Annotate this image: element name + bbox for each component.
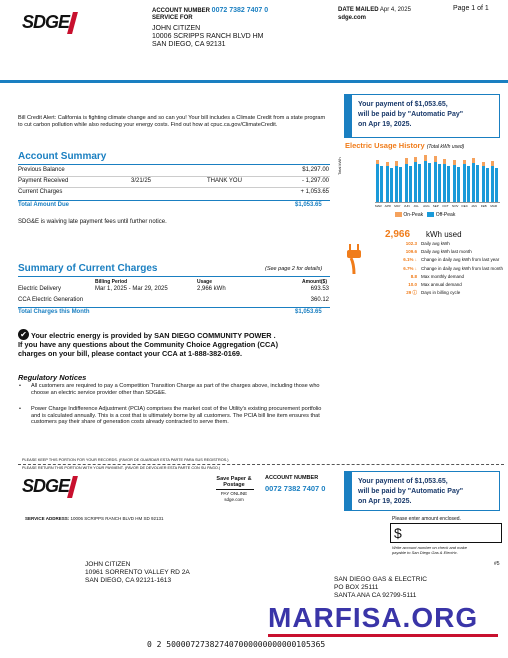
offpeak-bar-secondary <box>495 168 498 202</box>
date-mailed <box>338 7 411 13</box>
charge-row-amount: 360.12 <box>310 297 329 303</box>
summary-row-label: Current Charges <box>18 189 63 195</box>
offpeak-bar <box>395 166 398 202</box>
onpeak-bar <box>395 161 398 166</box>
save-paper-text <box>212 476 256 488</box>
summary-row-amount: + 1,053.65 <box>300 189 329 195</box>
service-address-label: SERVICE ADDRESS: <box>25 516 70 521</box>
account-number: 0072 7382 7407 0 <box>211 7 269 14</box>
offpeak-bar <box>491 166 494 202</box>
account-label: ACCOUNT NUMBER <box>152 8 210 14</box>
see-page-note: (See page 2 for details) <box>265 266 323 272</box>
page-indicator: Page 1 of 1 <box>453 5 489 12</box>
summary-row-date: 3/21/25 <box>131 178 152 184</box>
usage-stat-row <box>375 274 464 279</box>
customer-address-line1: 10006 SCRIPPS RANCH BLVD HM <box>152 33 264 40</box>
offpeak-bar <box>405 164 408 202</box>
offpeak-bar <box>463 164 466 202</box>
usage-stat-label: Daily avg kWh last month <box>421 249 472 255</box>
offpeak-bar <box>482 166 485 202</box>
usage-stat-value: 29 ⓘ <box>406 290 417 296</box>
x-tick-label: MAR <box>490 204 498 208</box>
charges-total-rule <box>18 307 330 308</box>
regulatory-title: Regulatory Notices <box>18 373 87 382</box>
offpeak-bar <box>453 165 456 202</box>
autopay-box-bottom <box>344 471 500 511</box>
write-note-line2: payable to San Diego Gas & Electric. <box>392 550 458 555</box>
summary-row-amount: $1,297.00 <box>302 167 329 173</box>
service-address <box>25 516 164 521</box>
summary-total-rule <box>18 200 330 201</box>
x-tick-label: MAR <box>375 204 382 208</box>
onpeak-bar <box>463 160 466 165</box>
summary-row-amount: - 1,297.00 <box>301 178 329 184</box>
header-divider <box>0 80 508 83</box>
offpeak-bar-secondary <box>476 165 479 202</box>
x-tick-label: NOV <box>451 204 459 208</box>
customer-address-line2: SAN DIEGO, CA 92131 <box>152 41 226 48</box>
amount-enclosed-input[interactable] <box>390 523 502 543</box>
total-amount-due: $1,053.65 <box>295 202 322 208</box>
autopay-bottom-line3: on Apr 19, 2025. <box>358 498 412 505</box>
x-tick-label: JUL <box>413 204 419 208</box>
offpeak-bar-secondary <box>418 164 421 202</box>
onpeak-legend-label: On-Peak <box>403 212 424 218</box>
offpeak-bar-secondary <box>486 168 489 202</box>
usage-stat-value: 6.1% ↓ <box>403 257 417 263</box>
cca-line3: charges on your bill, please contact your CCA at 1-888-382-0169. <box>18 349 242 358</box>
charges-rule <box>18 276 330 277</box>
usage-stat-row <box>375 266 503 271</box>
offpeak-bar <box>376 164 379 202</box>
offpeak-bar-secondary <box>467 166 470 202</box>
offpeak-bar-secondary <box>399 167 402 202</box>
enter-amount-label: Please enter amount enclosed. <box>392 516 461 522</box>
usage-stat-row <box>375 241 450 246</box>
usage-stat-row <box>375 249 472 254</box>
autopay-line2: will be paid by "Automatic Pay" <box>358 111 464 118</box>
x-tick-label: FEB <box>480 204 487 208</box>
cca-line2: If you have any questions about the Community Choice Aggregation (CCA) <box>18 340 279 349</box>
pay-online-divider <box>216 489 254 490</box>
save-paper-line1: Save Paper & <box>216 476 252 482</box>
onpeak-bar <box>491 161 494 166</box>
watermark-underline <box>268 634 498 637</box>
usage-stat-label: Daily avg kWh <box>421 241 450 246</box>
usage-stat-label: Days in billing cycle <box>421 290 461 296</box>
pay-online-website[interactable]: sdge.com <box>224 497 244 502</box>
kwh-total: 2,966 <box>385 229 411 240</box>
charge-row-label: Electric Delivery <box>18 286 62 292</box>
usage-stat-label: Max monthly demand <box>421 273 465 279</box>
offpeak-legend-label: Off-Peak <box>435 212 456 218</box>
onpeak-bar <box>453 160 456 165</box>
usage-stat-value: 109.6 <box>405 249 417 255</box>
x-tick-label: JAN <box>471 204 477 208</box>
summary-row-label: Payment Received <box>18 178 69 184</box>
regulatory-item-1-text: All customers are required to pay a Competition Transition Charge as part of the charges above, including those who choose an electric service provider other than SDG&E. <box>31 383 320 396</box>
summary-rule <box>18 164 330 165</box>
usage-stat-value: 102.3 <box>405 241 417 246</box>
onpeak-bar <box>472 158 475 163</box>
service-address-value: 10006 SCRIPPS RANCH BLVD HM SD 92131 <box>70 516 164 521</box>
usage-stat-label: Change in daily avg kWh from last year <box>421 257 500 263</box>
summary-row-divider <box>18 176 330 177</box>
chart-legend <box>395 212 455 218</box>
x-tick-label: DEC <box>461 204 468 208</box>
charge-row-amount: 693.53 <box>310 286 329 292</box>
write-account-note <box>392 545 467 555</box>
regulatory-item-2-text: Power Charge Indifference Adjustment (PCIA) comprises the market cost of the Utility's existing procurement portfolio and is calculated annually. This is a cost that is ultimately borne by all customers. The PCIA bill line item ensures that customers pay their share of generation costs already contracted to serve them. <box>31 406 322 426</box>
offpeak-bar-secondary <box>409 166 412 202</box>
perforation-line <box>18 464 504 465</box>
onpeak-bar <box>414 157 417 162</box>
stub-account-number: 0072 7382 7407 0 <box>265 484 326 493</box>
amount-header: Amount($) <box>302 279 327 285</box>
sdge-logo-stub: SDGE <box>22 476 70 496</box>
usage-stat-row <box>375 290 460 296</box>
stub-account-label: ACCOUNT NUMBER <box>265 475 319 481</box>
remit-address-line1: PO BOX 25111 <box>334 584 379 591</box>
save-paper-line2: Postage <box>223 482 245 488</box>
usage-stat-row <box>375 257 499 262</box>
offpeak-bar-secondary <box>390 168 393 202</box>
autopay-bottom-line1: Your payment of $1,053.65, <box>358 478 448 485</box>
offpeak-bar-secondary <box>457 167 460 202</box>
usage-stat-row <box>375 282 462 287</box>
x-tick-label: SEP <box>432 204 439 208</box>
offpeak-bar <box>434 162 437 202</box>
cca-notice <box>31 331 276 340</box>
remit-name: SAN DIEGO GAS & ELECTRIC <box>334 576 428 583</box>
usage-stat-value: 8.8 <box>410 273 417 279</box>
ocr-scan-line: 0 2 500007273827407000000000000105365 <box>147 640 326 649</box>
regulatory-item-1: • All customers are required to pay a Competition Transition Charge as part of the charges above, including those who choose an electric service provider other than SDG&E. <box>25 383 330 396</box>
onpeak-bar <box>376 160 379 165</box>
usage-history-title <box>345 141 464 150</box>
offpeak-bar <box>424 161 427 202</box>
onpeak-swatch <box>395 212 402 217</box>
return-portion-note: PLEASE RETURN THIS PORTION WITH YOUR PAYMENT. (FAVOR DE DEVOLVER ESTA PARTE CON SU PAGO.) <box>22 466 221 470</box>
offpeak-bar-secondary <box>447 166 450 202</box>
usage-stat-label: Max annual demand <box>421 282 462 287</box>
checkmark-icon: ✔ <box>18 329 29 340</box>
header-website: sdge.com <box>338 15 367 21</box>
offpeak-bar <box>472 163 475 202</box>
mailing-address-line1: 10961 SORRENTO VALLEY RD 2A <box>85 569 190 576</box>
offpeak-bar-secondary <box>428 163 431 202</box>
account-number-label <box>152 7 268 14</box>
power-plug-icon <box>346 244 362 274</box>
onpeak-bar <box>405 158 408 163</box>
remit-address-line2: SANTA ANA CA 92799-5111 <box>334 592 417 599</box>
usage-stat-label: Change in daily avg kWh from last month <box>421 265 504 271</box>
charge-row-period: Mar 1, 2025 - Mar 29, 2025 <box>95 286 168 292</box>
onpeak-bar <box>482 162 485 167</box>
offpeak-bar-secondary <box>380 166 383 202</box>
onpeak-bar <box>386 162 389 166</box>
offpeak-swatch <box>427 212 434 217</box>
charge-row-label: CCA Electric Generation <box>18 297 84 303</box>
date-mailed-value: Apr 4, 2025 <box>379 7 411 13</box>
total-charges-label: Total Charges this Month <box>18 309 90 315</box>
usage-history-title-text: Electric Usage History <box>345 141 425 150</box>
customer-address-block <box>152 25 264 49</box>
offpeak-bar <box>414 162 417 202</box>
usage-stat-value: 6.7% ↓ <box>403 265 417 271</box>
x-tick-label: JUN <box>403 204 410 208</box>
mailing-address <box>85 561 190 585</box>
cca-notice-cont <box>18 340 278 358</box>
x-tick-label: MAY <box>394 204 401 208</box>
cca-line1: Your electric energy is provided by SAN DIEGO COMMUNITY POWER . <box>31 331 276 340</box>
onpeak-bar <box>434 156 437 162</box>
write-note-line1: Write account number on check and make <box>392 545 467 550</box>
account-summary-title: Account Summary <box>18 151 107 162</box>
watermark: MARFISA.ORG <box>268 602 479 633</box>
offpeak-bar <box>386 166 389 202</box>
summary-row-divider <box>18 187 330 188</box>
pay-online-text: PAY ONLINE <box>220 491 248 496</box>
current-charges-title: Summary of Current Charges <box>18 263 158 274</box>
x-tick-label: AUG <box>423 204 430 208</box>
usage-stat-value: 10.0 <box>408 282 417 287</box>
onpeak-bar <box>443 159 446 164</box>
autopay-line1: Your payment of $1,053.65, <box>358 101 448 108</box>
onpeak-bar <box>424 155 427 161</box>
side-code: #5 <box>494 561 500 567</box>
summary-row-label: Previous Balance <box>18 167 65 173</box>
regulatory-item-2: • Power Charge Indifference Adjustment (PCIA) comprises the market cost of the Utility's existing procurement portfolio and is calculated annually. This is a cost that is ultimately borne by all customers. The PCIA bill line item ensures that customers pay their share of generation costs already contracted to serve them. <box>25 406 330 426</box>
service-for-label: SERVICE FOR <box>152 15 193 21</box>
billing-period-header: Billing Period <box>95 279 128 285</box>
mailing-name: JOHN CITIZEN <box>85 561 131 568</box>
charge-row-usage: 2,966 kWh <box>197 286 226 292</box>
customer-name: JOHN CITIZEN <box>152 25 201 32</box>
total-amount-due-label: Total Amount Due <box>18 202 69 208</box>
sdge-logo: SDGE <box>22 12 70 32</box>
usage-history-title-suffix: (Total kWh used) <box>426 144 465 150</box>
usage-history-chart <box>375 155 500 203</box>
summary-row-note: THANK YOU <box>207 178 242 184</box>
autopay-line3: on Apr 19, 2025. <box>358 121 412 128</box>
usage-stats <box>375 241 505 301</box>
kwh-used-label: kWh used <box>426 230 462 239</box>
late-fee-waiver-note: SDG&E is waiving late payment fees until further notice. <box>18 219 167 225</box>
total-charges: $1,053.65 <box>295 309 322 315</box>
date-mailed-label: DATE MAILED <box>338 7 379 13</box>
remit-address <box>334 576 427 600</box>
offpeak-bar-secondary <box>438 164 441 202</box>
usage-chart-ylabel: Total kWh <box>337 157 342 175</box>
autopay-box-top <box>344 94 500 138</box>
x-tick-label: OCT <box>442 204 449 208</box>
offpeak-bar <box>443 164 446 202</box>
keep-portion-note: PLEASE KEEP THIS PORTION FOR YOUR RECORDS. (FAVOR DE GUARDAR ESTA PARTE PARA SUS REGISTROS.) <box>22 458 229 462</box>
climate-credit-alert: Bill Credit Alert: California is fighting climate change and so can you! Your bill includes a Climate Credit from a state program to cut carbon pollution while also reducing your energy costs. Find out how at cpuc.ca.gov/ClimateCredit. <box>18 115 326 128</box>
autopay-bottom-line2: will be paid by "Automatic Pay" <box>358 488 464 495</box>
mailing-address-line2: SAN DIEGO, CA 92121-1613 <box>85 577 172 584</box>
x-tick-label: APR <box>384 204 391 208</box>
usage-header: Usage <box>197 279 213 285</box>
dollar-sign: $ <box>394 525 402 541</box>
